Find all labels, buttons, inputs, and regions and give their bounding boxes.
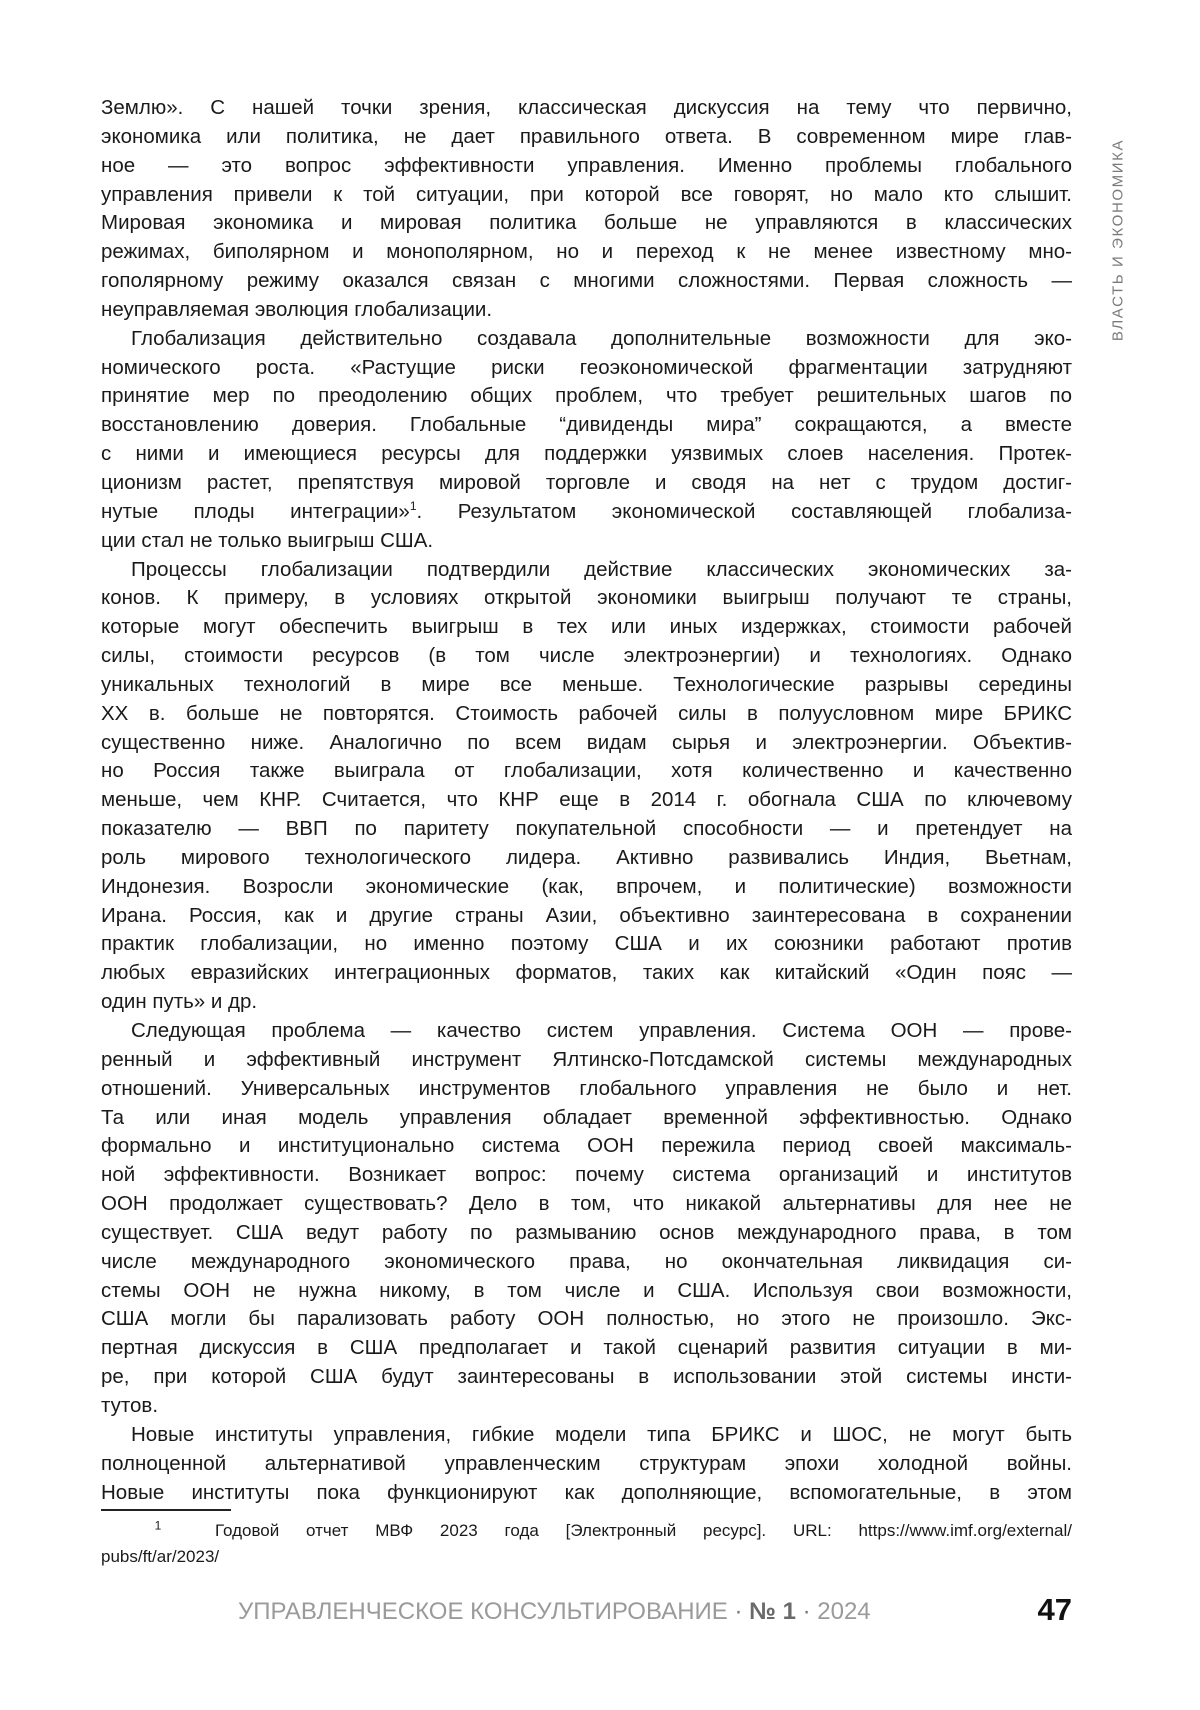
text-line: экономика или политика, не дает правильного ответа. В современном мире глав- <box>101 123 1072 152</box>
text-line: нутые плоды интеграции»1. Результатом экономической составляющей глобализа- <box>101 498 1072 527</box>
text-line: Следующая проблема — качество систем управления. Система ООН — прове- <box>101 1017 1072 1046</box>
text-line: уникальных технологий в мире все меньше. Технологические разрывы середины <box>101 671 1072 700</box>
text-line: Процессы глобализации подтвердили действие классических экономических за- <box>101 556 1072 585</box>
text-line: показателю — ВВП по паритету покупательной способности — и претендует на <box>101 815 1072 844</box>
text-line: Мировая экономика и мировая политика больше не управляются в классических <box>101 209 1072 238</box>
journal-title: УПРАВЛЕНЧЕСКОЕ КОНСУЛЬТИРОВАНИЕ <box>238 1598 728 1625</box>
paragraph <box>101 325 1072 556</box>
text-line: номического роста. «Растущие риски геоэкономической фрагментации затрудняют <box>101 354 1072 383</box>
separator: · <box>803 1598 811 1625</box>
text-line: один путь» и др. <box>101 988 1072 1017</box>
text-line: отношений. Универсальных инструментов глобального управления не было и нет. <box>101 1075 1072 1104</box>
separator: · <box>734 1598 742 1625</box>
text-line: ренный и эффективный инструмент Ялтинско-Потсдамской системы международных <box>101 1046 1072 1075</box>
footnote <box>101 1518 1072 1570</box>
text-line: полноценной альтернативой управленческим структурам эпохи холодной войны. <box>101 1450 1072 1479</box>
text-line: Индонезия. Возросли экономические (как, впрочем, и политические) возможности <box>101 873 1072 902</box>
text-line: ное — это вопрос эффективности управления. Именно проблемы глобального <box>101 152 1072 181</box>
text-line: восстановлению доверия. Глобальные “дивиденды мира” сокращаются, а вместе <box>101 411 1072 440</box>
text-line: меньше, чем КНР. Считается, что КНР еще в 2014 г. обогнала США по ключевому <box>101 786 1072 815</box>
text-line: ционизм растет, препятствуя мировой торговле и сводя на нет с трудом достиг- <box>101 469 1072 498</box>
text-line: роль мирового технологического лидера. Активно развивались Индия, Вьетнам, <box>101 844 1072 873</box>
section-label: ВЛАСТЬ И ЭКОНОМИКА <box>1110 139 1127 341</box>
footnote-line <box>101 1518 1072 1544</box>
text-line: числе международного экономического права, но окончательная ликвидация си- <box>101 1248 1072 1277</box>
text-line: любых евразийских интеграционных форматов, таких как китайский «Один пояс — <box>101 959 1072 988</box>
footnote-marker: 1 <box>155 1518 162 1532</box>
text-line: XX в. больше не повторятся. Стоимость рабочей силы в полуусловном мире БРИКС <box>101 700 1072 729</box>
text-line: ции стал не только выигрыш США. <box>101 527 1072 556</box>
footnote-line: pubs/ft/ar/2023/ <box>101 1544 1072 1570</box>
running-footer <box>238 1598 871 1626</box>
text-line: которые могут обеспечить выигрыш в тех или иных издержках, стоимости рабочей <box>101 613 1072 642</box>
paragraph <box>101 556 1072 1018</box>
text-line: силы, стоимости ресурсов (в том числе электроэнергии) и технологиях. Однако <box>101 642 1072 671</box>
text-line: пертная дискуссия в США предполагает и такой сценарий развития ситуации в ми- <box>101 1334 1072 1363</box>
text-line: США могли бы парализовать работу ООН полностью, но этого не произошло. Экс- <box>101 1305 1072 1334</box>
text-line: Новые институты управления, гибкие модели типа БРИКС и ШОС, не могут быть <box>101 1421 1072 1450</box>
text-line: принятие мер по преодолению общих проблем, что требует решительных шагов по <box>101 382 1072 411</box>
text-line: режимах, биполярном и монополярном, но и переход к не менее известному мно- <box>101 238 1072 267</box>
text-line: практик глобализации, но именно поэтому США и их союзники работают против <box>101 930 1072 959</box>
text-line: стемы ООН не нужна никому, в том числе и США. Используя свои возможности, <box>101 1277 1072 1306</box>
text-line: существенно ниже. Аналогично по всем видам сырья и электроэнергии. Объектив- <box>101 729 1072 758</box>
text-line: конов. К примеру, в условиях открытой экономики выигрыш получают те страны, <box>101 584 1072 613</box>
paragraph <box>101 1421 1072 1508</box>
paragraph <box>101 94 1072 325</box>
article-body <box>101 94 1072 1507</box>
footnote-divider <box>101 1509 231 1511</box>
year: 2024 <box>817 1598 870 1625</box>
text-line: неуправляемая эволюция глобализации. <box>101 296 1072 325</box>
issue-number: № 1 <box>749 1598 796 1625</box>
text-line: Новые институты пока функционируют как дополняющие, вспомогательные, в этом <box>101 1479 1072 1508</box>
text-line: тутов. <box>101 1392 1072 1421</box>
text-line: Ирана. Россия, как и другие страны Азии, объективно заинтересована в сохранении <box>101 902 1072 931</box>
footnote-text: Годовой отчет МВФ 2023 года [Электронный ресурс]. URL: https://www.imf.org/external/ <box>215 1521 1072 1540</box>
text-line: ной эффективности. Возникает вопрос: почему система организаций и институтов <box>101 1161 1072 1190</box>
text-line: управления привели к той ситуации, при которой все говорят, но мало кто слышит. <box>101 181 1072 210</box>
paragraph <box>101 1017 1072 1421</box>
text-line: с ними и имеющиеся ресурсы для поддержки уязвимых слоев населения. Протек- <box>101 440 1072 469</box>
text-line: гополярному режиму оказался связан с многими сложностями. Первая сложность — <box>101 267 1072 296</box>
text-line: ре, при которой США будут заинтересованы в использовании этой системы инсти- <box>101 1363 1072 1392</box>
text-line: Та или иная модель управления обладает временной эффективностью. Однако <box>101 1104 1072 1133</box>
page-number: 47 <box>1038 1592 1072 1628</box>
footnote-ref[interactable]: 1 <box>410 499 417 513</box>
text-line: формально и институционально система ООН пережила период своей максималь- <box>101 1132 1072 1161</box>
text-line: Землю». С нашей точки зрения, классическая дискуссия на тему что первично, <box>101 94 1072 123</box>
text-line: Глобализация действительно создавала дополнительные возможности для эко- <box>101 325 1072 354</box>
text-line: существует. США ведут работу по размыванию основ международного права, в том <box>101 1219 1072 1248</box>
text-line: ООН продолжает существовать? Дело в том, что никакой альтернативы для нее не <box>101 1190 1072 1219</box>
text-line: но Россия также выиграла от глобализации, хотя количественно и качественно <box>101 757 1072 786</box>
